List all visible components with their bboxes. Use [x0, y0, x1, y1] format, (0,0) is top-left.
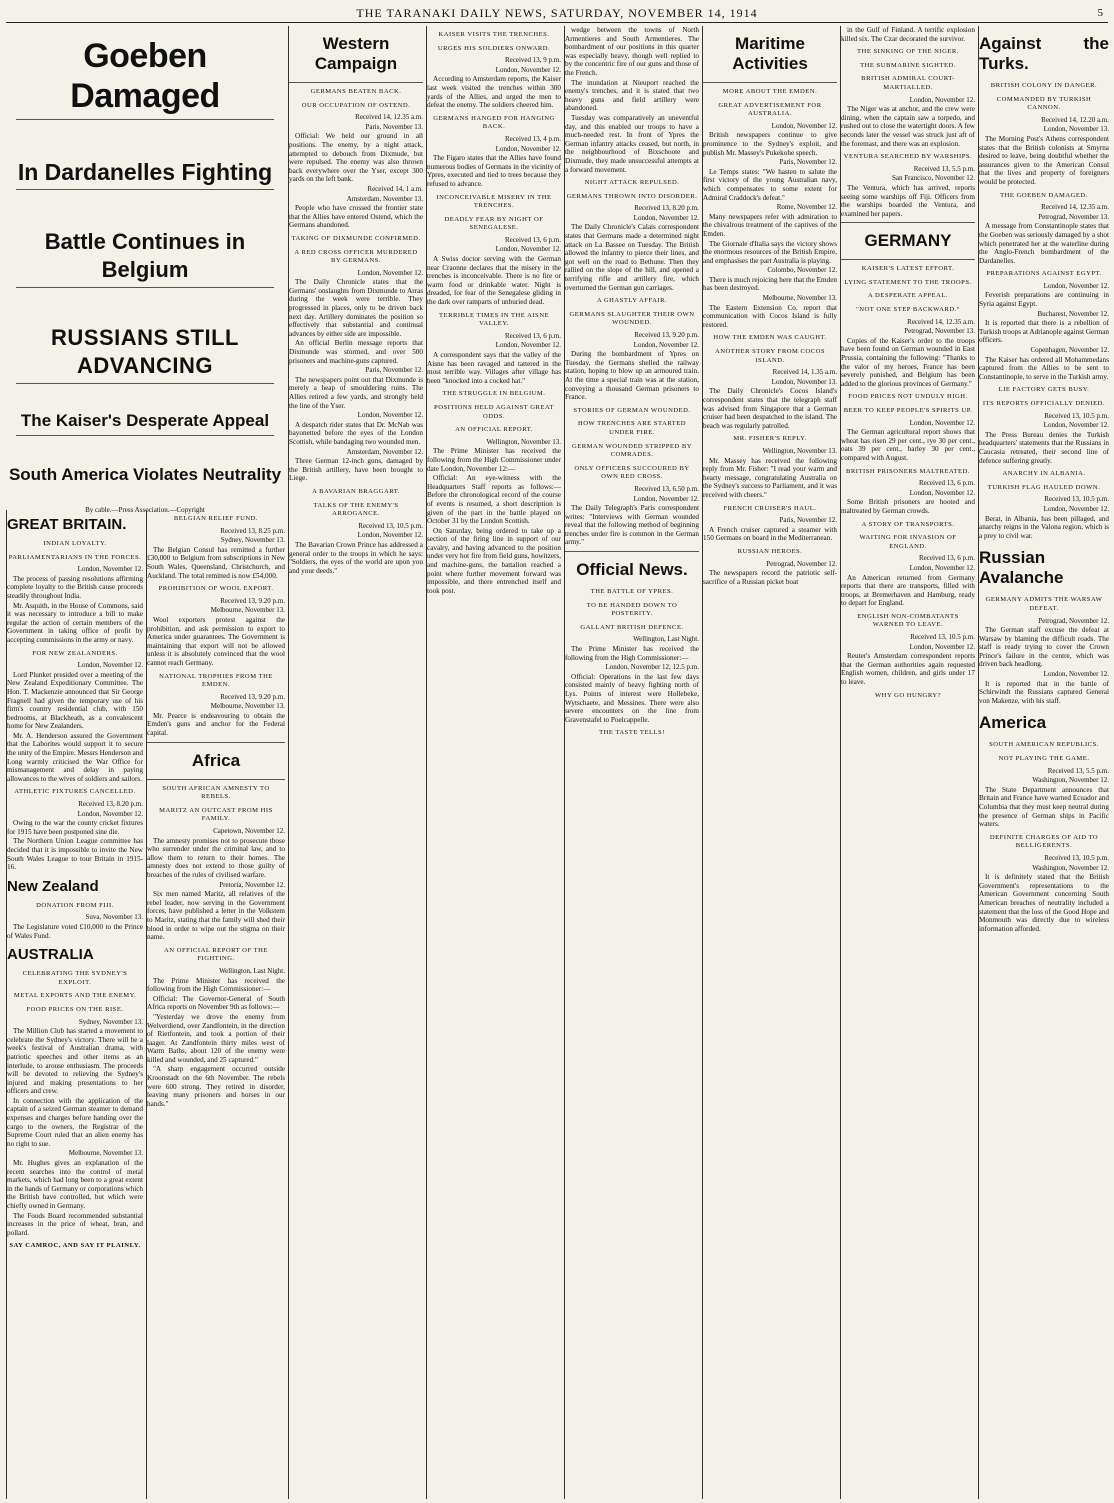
dateline: London, November 12. [77, 661, 143, 670]
dateline: Washington, November 12. [1032, 863, 1109, 872]
paragraph: On Saturday, being ordered to take up a section of the firing line in support of our cavalry, and having advanced to the position under very hot fire from field guns, howitzers, and machine-guns, the battalion reached a point where further movement forward was impossible, and there entrenched itself and took post. [427, 526, 561, 595]
section-official-news: Official News. [576, 560, 688, 580]
paragraph: The Daily Chronicle states that the Germans' onslaughts from Dixmunde to Arras during the week were terrible. They progressed in places, only to be driven back next day. Artillery dominates the position so effectively that substantial and continual advances by either side are impossible. [289, 278, 423, 338]
subhead: METAL EXPORTS AND THE ENEMY. [13, 992, 137, 1000]
subhead: ONLY OFFICERS SUCCOURED BY OWN RED CROSS. [574, 464, 690, 481]
paragraph: A message from Constantinople states that the Goeben was seriously damaged by a shot which penetrated her at the waterline during the Anglo-French bombardment of the Dardanelles. [979, 222, 1109, 265]
subhead: THE GOEBEN DAMAGED. [1000, 191, 1088, 199]
dateline: London, November 12. [771, 121, 837, 130]
dateline: Paris, November 12. [365, 366, 423, 375]
dateline: Wellington, Last Night. [219, 966, 285, 975]
paragraph: The Daily Telegraph's Paris correspondent writes: "Interviews with German wounded reveal that the following method of beginning trenches under fire is common in the German army." [565, 504, 699, 547]
subhead: COMMANDED BY TURKISH CANNON. [996, 95, 1092, 112]
paragraph: The Northern Union League committee has decided that it is impossible to invite the New South Wales League to tour Britain in 1915-16. [7, 837, 143, 872]
dateline: Amsterdam, November 13. [346, 194, 423, 203]
dateline: Received 13, 8.20 p.m. [78, 800, 143, 809]
subhead: GERMAN WOUNDED STRIPPED BY COMRADES. [571, 442, 693, 459]
subhead: GREAT ADVERTISEMENT FOR AUSTRALIA. [718, 101, 822, 118]
dateline: Suva, November 13. [85, 913, 143, 922]
subhead: A GHASTLY AFFAIR. [596, 297, 668, 305]
subhead: SOUTH AMERICAN REPUBLICS. [989, 741, 1099, 749]
paragraph: in the Gulf of Finland. A terrific explosion killed six. The Czar decorated the survivor. [841, 26, 975, 43]
subhead: URGES HIS SOLDIERS ONWARD. [437, 44, 551, 52]
subhead: FOOD PRICES ON THE RISE. [26, 1005, 124, 1013]
dateline: London, November 12. [1043, 670, 1109, 679]
paragraph: Mr. Asquith, in the House of Commons, said it was necessary to introduce a bill to make regular the action of certain members of the Government in taking office of profit by accepting commissions in the army or navy. [7, 601, 143, 644]
dateline: Washington, November 12. [1032, 776, 1109, 785]
paragraph: The Belgian Consul has remitted a further £30,000 to Belgium from subscriptions in New South Wales, Queensland, Christchurch, and Auckland. The total remitted is now £54,000. [147, 545, 285, 580]
dateline: Received 13, 8.20 p.m. [634, 204, 699, 213]
dateline: Petrograd, November 12. [1038, 616, 1109, 625]
paragraph: Reuter's Amsterdam correspondent reports that the German authorities again requested English women, children, and girls under 17 to leave. [841, 652, 975, 687]
paragraph: A French cruiser captured a steamer with 150 Germans on board in the Mediterranean. [703, 525, 837, 543]
paragraph: Mr. Hughes gives an explanation of the recent searches into the control of metal markets, which had long been to a great extent in the hands of Germany or corporations which the British have controlled, but which were chiefly owned in Germany. [7, 1159, 143, 1210]
column-4 [426, 26, 561, 1499]
paragraph: British newspapers continue to give prominence to the Sydney's exploit, and publish Mr. Massey's Pukekohe speech. [703, 131, 837, 157]
subhead: VENTURA SEARCHED BY WARSHIPS. [843, 153, 973, 161]
section-great-britain: GREAT BRITAIN. [7, 516, 127, 533]
paragraph: In connection with the application of the captain of a seized German steamer to demand expenses and charges before handing over the cargo to the owners, the Registrar of the Supreme Court ruled that an alien enemy has no right to sue. [7, 1096, 143, 1148]
byline: By cable.—Press Association.—Copyright [85, 506, 205, 514]
subhead: A DESPERATE APPEAL. [867, 292, 949, 300]
subhead: STORIES OF GERMAN WOUNDED. [573, 406, 691, 414]
headline-dardanelles: In Dardanelles Fighting [17, 159, 273, 185]
dateline: Received 13, 4 p.m. [505, 134, 561, 143]
subhead: THE TASTE TELLS! [599, 729, 665, 737]
subhead: BRITISH ADMIRAL COURT-MARTIALLED. [861, 75, 955, 91]
dateline: Received 13, 5.5 p.m. [913, 164, 975, 173]
subhead: KAISER'S LATEST EFFORT. [861, 265, 955, 273]
subhead: GALLANT BRITISH DEFENCE. [580, 623, 684, 631]
headline-belgium: Battle Continues in Belgium [44, 229, 246, 282]
paragraph: The Bavarian Crown Prince has addressed a general order to the troops in which he says: "Soldiers, the eyes of the world are upon you and your deeds." [289, 540, 423, 575]
dateline: London, November 12. [909, 95, 975, 104]
subhead: AN OFFICIAL REPORT OF THE FIGHTING. [164, 946, 268, 963]
subhead: TAKING OF DIXMUNDE CONFIRMED. [291, 234, 421, 242]
section-new-zealand: New Zealand [7, 877, 99, 895]
paragraph: People who have crossed the frontier state that the Allies have entered Ostend, which the Germans abandoned. [289, 204, 423, 230]
section-maritime: Maritime Activities [732, 34, 808, 73]
subhead: MARITZ AN OUTCAST FROM HIS FAMILY. [159, 806, 273, 823]
subhead: HOW TRENCHES ARE STARTED UNDER FIRE. [577, 420, 687, 436]
column-5 [564, 26, 699, 1499]
paragraph: Three German 12-inch guns, damaged by the British artillery, have been brought to Liege. [289, 457, 423, 483]
dateline: London, November 12. [1043, 421, 1109, 430]
subhead: BRITISH PRISONERS MALTREATED. [846, 467, 970, 475]
dateline: Received 14, 12.20 a.m. [1041, 115, 1109, 124]
dateline: Melbourne, November 13. [210, 702, 285, 711]
subhead: NIGHT ATTACK REPULSED. [584, 179, 680, 187]
dateline: Sydney, November 13. [220, 536, 285, 545]
dateline: Melbourne, November 13. [210, 606, 285, 615]
subhead: THE SUBMARINE SIGHTED. [860, 61, 956, 69]
headline-south-america: South America Violates Neutrality [8, 465, 282, 484]
column-3 [288, 26, 423, 1499]
paragraph: The Legislature voted £10,000 to the Prince of Wales Fund. [7, 922, 143, 940]
paragraph: The Kaiser has ordered all Mohammedans captured from the Allies to be sent to Constantinople, to serve in the Turkish army. [979, 355, 1109, 381]
subhead: TURKISH FLAG HAULED DOWN. [987, 483, 1101, 491]
paragraph: Official: Operations in the last few days consisted mainly of heavy fighting north of Lys. Points of interest were Hollebeke, Wytschaete, and Messines. There were also severe encounters on the line from Gravenstafel to Poelcappelle. [565, 672, 699, 724]
dateline: Pretoria, November 12. [219, 880, 285, 889]
dateline: London, November 12. [495, 65, 561, 74]
dateline: Petrograd, November 13. [1038, 212, 1109, 221]
subhead: GERMANY ADMITS THE WARSAW DEFEAT. [985, 596, 1103, 612]
subhead: KAISER VISITS THE TRENCHES. [438, 31, 550, 38]
paragraph: The Million Club has started a movement to celebrate the Sydney's victory. There will be a week's festival of Australian drama, with patriotic speeches and other items as an interlude, to arouse enthusiasm. The proceeds will be devoted to relieving the Sydney's injured and making presentations to her officers and crew. [7, 1027, 143, 1096]
paragraph: Six men named Maritz, all relatives of the rebel leader, now serving in the Government forces, have published a letter in the Volkstem to Maritz, stating that the family will shed their blood in order to wipe out the stigma on their name. [147, 890, 285, 942]
dateline: Paris, November 12. [779, 158, 837, 167]
paragraph: Le Temps states: "We hasten to salute the first victory of the young Australian navy, which compensates to some extent for Admiral Craddock's defeat." [703, 167, 837, 202]
paragraph: During the bombardment of Ypres on Tuesday, the Germans shelled the railway station, hoping to blow up an armoured train. At the time a special train was at the station, conveying a thousand German prisoners to France. [565, 350, 699, 402]
subhead: DONATION FROM FIJI. [36, 901, 114, 909]
paragraph: It is reported that in the battle of Schirwindt the Russians captured General von Makenze, with his staff. [979, 679, 1109, 705]
paragraph: The German staff excuse the defeat at Warsaw by blaming the difficult roads. The staff is ready trying to cover the Crown Prince's failure in the centre, which was driven back headlong. [979, 626, 1109, 669]
dateline: Received 13, 8.25 p.m. [220, 526, 285, 535]
dateline: Received 14, 12.35 a.m. [907, 317, 975, 326]
paragraph: Wool exporters protest against the prohibition, and ask permission to export to America under guarantees. The Government is maintaining that export will not be allowed unless it is absolutely convinced that the wool cannot reach Germany. [147, 615, 285, 667]
subhead: WAITING FOR INVASION OF ENGLAND. [859, 534, 957, 550]
dateline: Paris, November 13. [365, 122, 423, 131]
dateline: Sydney, November 13. [78, 1017, 143, 1026]
dateline: London, November 12. [909, 642, 975, 651]
dateline: Wellington, November 13. [486, 437, 561, 446]
paragraph: Owing to the war the county cricket fixtures for 1915 have been postponed sine die. [7, 819, 143, 836]
paragraph: Mr. A. Henderson assured the Government that the Laborites would support it to secure the unity of the Empire. Messrs Henderson and Long warmly criticised the War Office for mismanagement and delay in paying allowances to the wives of soldiers and sailors. [7, 731, 143, 783]
paragraph: Many newspapers refer with admiration to the chivalrous treatment of the captives of the Emden. [703, 212, 837, 238]
dateline: London, November 12. [1043, 504, 1109, 513]
paragraph: The Prime Minister has received the following from the High Commissioner:— [565, 645, 699, 662]
dateline: Received 13, 6 p.m. [919, 554, 975, 563]
subhead: FOOD PRICES NOT UNDULY HIGH. [848, 393, 968, 401]
subhead: A RED CROSS OFFICER MURDERED BY GERMANS. [294, 248, 418, 265]
page-number: 5 [1097, 7, 1104, 19]
subhead: ENGLISH NON-COMBATANTS WARNED TO LEAVE. [857, 612, 959, 629]
column-2 [146, 510, 285, 1499]
subhead: PARLIAMENTARIANS IN THE FORCES. [8, 553, 142, 561]
subhead: MR. FISHER'S REPLY. [733, 435, 807, 443]
dateline: Rome, November 12. [776, 203, 837, 212]
subhead: INDIAN LOYALTY. [43, 540, 107, 547]
headline-kaiser: The Kaiser's Desperate Appeal [20, 411, 270, 430]
paragraph: The Daily Chronicle's Cocos Island's correspondent states that the telegraph staff was advised from Singapore that a German cruiser had been despatched to the island. The beach was regularly patrolled. [703, 387, 837, 430]
paragraph: Mr. Pearce is endeavouring to obtain the Emden's guns and anchor for the Federal capital. [147, 711, 285, 738]
paragraph: According to Amsterdam reports, the Kaiser last week visited the trenches within 300 yards of the Allies, and urged the men to defeat the enemy. The soldiers cheered him. [427, 75, 561, 110]
dateline: London, November 12. [909, 418, 975, 427]
subhead: ITS REPORTS OFFICIALLY DENIED. [982, 400, 1106, 407]
subhead: INCONCEIVABLE MISERY IN THE TRENCHES. [436, 193, 552, 210]
dateline: London, November 12. [633, 213, 699, 222]
paragraph: Official: An eye-witness with the Headquarters Staff reports as follows:— Before the chronological record of the course of events is resumed, a short description is given of the part in the battle played on October 31 by the London Scottish. [427, 474, 561, 526]
subhead: PROHIBITION OF WOOL EXPORT. [158, 585, 274, 593]
paragraph: Berat, in Albania, has been pillaged, and anarchy reigns in the Valona region, which is a prey to civil war. [979, 514, 1109, 540]
dateline: London, November 12. [1043, 281, 1109, 290]
dateline: Received 13, 9.20 p.m. [220, 692, 285, 701]
paragraph: The Ventura, which has arrived, reports seeing some warships off Fiji. Officers from the warships boarded the Ventura, and examined her papers. [841, 183, 975, 218]
dateline: London, November 12. [495, 245, 561, 254]
dateline: London, November 12. [495, 341, 561, 350]
dateline: London, November 12. [77, 565, 143, 574]
subhead: ANOTHER STORY FROM COCOS ISLAND. [714, 348, 825, 364]
dateline: Paris, November 12. [779, 516, 837, 525]
subhead: LIE FACTORY GETS BUSY. [998, 386, 1090, 394]
dateline: Received 13, 6 p.m. [505, 235, 561, 244]
dateline: London, November 12. [357, 531, 423, 540]
paragraph: Mr. Massey has received the following reply from Mr. Fisher: "I read your warm and hearty message, congratulating Australia on the Sydney's success to Parliament, and it was received with cheers." [703, 456, 837, 499]
paragraph: Official: The Governor-General of South Africa reports on November 9th as follows:— [147, 994, 285, 1012]
subhead: RUSSIAN HEROES. [737, 547, 803, 555]
paragraph: "Yesterday we drove the enemy from Welverdiend, over Zandfontein, in the direction of Rietfontein, and took a portion of their laager. At Zandfontein thirty miles west of Warm Baths, about 120 of the enemy were killed and wounded, and 25 captured." [147, 1012, 285, 1064]
paragraph: The newspapers record the patriotic self-sacrifice of a Russian picket boat [703, 569, 837, 586]
dateline: Received 13, 10.5 p.m. [1044, 853, 1109, 862]
subhead: TERRIBLE TIMES IN THE AISNE VALLEY. [439, 311, 549, 328]
subhead: FOR NEW ZEALANDERS. [32, 649, 118, 657]
paragraph: A Swiss doctor serving with the German near Craonne declares that the misery in the trenches is inconceivable. There is no fire or warm food or drinkable water. Night is dreaded, for fear of the Senegalese gliding in the dark over ramparts of unburied dead. [427, 255, 561, 307]
paragraph: The Prime Minister has received the following from the High Commissioner:— [147, 976, 285, 994]
paragraph: "A sharp engagement occurred outside Kroonstadt on the 6th November. The rebels were 600 strong. They retired in disorder, leaving many prisoners and horses in our hands." [147, 1065, 285, 1108]
subhead: PREPARATIONS AGAINST EGYPT. [986, 270, 1102, 278]
paragraph: The State Department announces that Britain and France have warned Ecuador and Columbia that they must keep neutral during the presence of German ships in Pacific waters. [979, 785, 1109, 829]
advertisement: SAY CAMROC, AND SAY IT PLAINLY. [9, 1242, 141, 1250]
dateline: Received 13, 6 p.m. [505, 331, 561, 340]
subhead: CELEBRATING THE SYDNEY'S EXPLOIT. [22, 970, 128, 986]
paragraph: The Press Bureau denies the Turkish headquarters' statements that the Russians in Caucasia retreated, their second line of defence suffering greatly. [979, 430, 1109, 465]
subhead: FRENCH CRUISER'S HAUL. [723, 504, 817, 512]
dateline: London, November 12. [909, 563, 975, 572]
section-western-campaign: Western Campaign [314, 34, 398, 73]
subhead: HOW THE EMDEN WAS CAUGHT. [713, 334, 827, 342]
paragraph: A despatch rider states that Dr. McNab was bayonetted before the eyes of the London Scottish, while bandaging two wounded men. [289, 420, 423, 446]
dateline: Melbourne, November 13. [762, 294, 837, 303]
subhead: BEER TO KEEP PEOPLE'S SPIRITS UP. [843, 407, 973, 414]
headline-russians: RUSSIANS STILL ADVANCING [51, 325, 239, 378]
dateline: Amsterdam, November 12. [346, 447, 423, 456]
section-russian-avalanche: Russian Avalanche [979, 548, 1064, 588]
subhead: GERMANS HANGED FOR HANGING BACK. [433, 114, 555, 131]
dateline: London, November 12. [357, 268, 423, 277]
paragraph: Copies of the Kaiser's order to the troops have been found on German wounded in East Prussia, containing the following: "Thanks to the valor of my heroes, France has been severely punished, and Belgium has been added to the glorious provinces of Germany." [841, 336, 975, 388]
paragraph: Tuesday was comparatively an uneventful day, and this enabled our troops to have a much-needed rest. In front of Ypres the German infantry attacks ceased, but north, in the neighbourhood of Bixschoote and Dixmude, they made unsuccessful attempts at a forward movement. [565, 113, 699, 174]
dateline: Received 13, 9 p.m. [505, 56, 561, 65]
dateline: Received 13, 10.5 p.m. [910, 633, 975, 642]
subhead: ATHLETIC FIXTURES CANCELLED. [14, 788, 136, 796]
subhead: "NOT ONE STEP BACKWARD." [856, 306, 960, 314]
subhead: POSITIONS HELD AGAINST GREAT ODDS. [434, 403, 554, 420]
dateline: Received 13, 10.5 p.m. [1044, 411, 1109, 420]
paragraph: There is much rejoicing here that the Emden has been destroyed. [703, 275, 837, 293]
subhead: MORE ABOUT THE EMDEN. [722, 88, 818, 95]
subhead: THE BATTLE OF YPRES. [590, 588, 674, 596]
column-6 [702, 26, 837, 1499]
dateline: Received 13, 10.5 p.m. [358, 521, 423, 530]
dateline: London, November 12. [77, 809, 143, 818]
paragraph: Some British prisoners are hooted and maltreated by German crowds. [841, 498, 975, 515]
paragraph: It is definitely stated that the British Government's representations to the American Government concerning South American breaches of neutrality included a statement that the loss of the Good Hope and Monmouth was directly due to wireless information afforded. [979, 873, 1109, 933]
paragraph: The inundation at Nieuport reached the enemy's trenches, and it is stated that two heavy guns and field artillery were abandoned. [565, 78, 699, 113]
paragraph: The Prime Minister has received the following from the High Commissioner under date London, November 12:— [427, 447, 561, 473]
paragraph: Feverish preparations are continuing in Syria against Egypt. [979, 291, 1109, 309]
dateline: Received 13, 9.20 p.m. [220, 596, 285, 605]
dateline: Colombo, November 12. [767, 266, 837, 275]
paragraph: An American returned from Germany reports that there are transports, filled with troops, at Bremerhaven and Hamburg, ready to depart for England. [841, 573, 975, 608]
subhead: A STORY OF TRANSPORTS. [861, 520, 955, 528]
main-headline: Goeben Damaged [70, 37, 220, 115]
paragraph: wedge between the towns of North Armentieres and South Armentieres. The bombardment of our positions in this quarter was especially heavy, though well replied to by the concentric fire of our guns and those of the French. [565, 26, 699, 77]
subhead: LYING STATEMENT TO THE TROOPS. [844, 278, 972, 286]
subhead: WHY GO HUNGRY? [874, 691, 942, 699]
subhead: SOUTH AFRICAN AMNESTY TO REBELS. [162, 784, 270, 801]
paragraph: The Eastern Extension Co. report that communication with Cocos Island is fully restored. [703, 303, 837, 329]
subhead: ANARCHY IN ALBANIA. [1002, 470, 1086, 478]
subhead: BRITISH COLONY IN DANGER. [990, 82, 1098, 89]
dateline: London, November 12. [495, 144, 561, 153]
subhead: TALKS OF THE ENEMY'S ARROGANCE. [313, 501, 399, 518]
dateline: Capetown, November 12. [213, 827, 285, 836]
dateline: London, November 12. [357, 411, 423, 420]
column-7 [840, 26, 975, 1499]
dateline: London, November 12. [633, 340, 699, 349]
dateline: Petrograd, November 12. [766, 559, 837, 568]
subhead: NATIONAL TROPHIES FROM THE EMDEN. [159, 672, 273, 689]
subhead: GERMANS BEATEN BACK. [310, 88, 402, 95]
dateline: Received 14, 12.35 a.m. [355, 113, 423, 122]
dateline: Wellington, Last Night. [633, 635, 699, 644]
paragraph: The German agricultural report shows that wheat has risen 29 per cent., rye 30 per cent., oats 39 per cent., barley 30 per cent., compared with August. [841, 428, 975, 462]
subhead: DEFINITE CHARGES OF AID TO BELLIGERENTS. [989, 833, 1099, 850]
dateline: Received 13, 9.20 p.m. [634, 331, 699, 339]
column-1 [6, 510, 143, 1499]
paragraph: Lord Plunket presided over a meeting of the New Zealand Expeditionary Committee. The Hon. T. Mackenzie announced that Sir George Fragnell had given the temporary use of his firm's country residential club, with 150 bedrooms, at Blackheath, as a convalescent home for New Zealanders. [7, 670, 143, 731]
dateline: Received 13, 6.50 p.m. [634, 484, 699, 493]
paragraph: The newspapers point out that Dixmunde is merely a heap of smouldering ruins. The Allies retired a few yards, and strongly held the line of the Yser. [289, 375, 423, 410]
subhead: GERMANS THROWN INTO DISORDER. [566, 192, 698, 200]
paragraph: It is reported that there is a rebellion of Turkish troops at Adrianople against German officers. [979, 319, 1109, 345]
subhead: OUR OCCUPATION OF OSTEND. [301, 101, 411, 109]
dateline: Received 13, 10.5 p.m. [1044, 495, 1109, 504]
paragraph: An official Berlin message reports that Dixmunde was stormed, and over 500 prisoners and machine-guns captured. [289, 339, 423, 365]
subhead: BELGIAN RELIEF FUND. [173, 515, 259, 522]
paragraph: The Giornale d'Italia says the victory shows the enormous resources of the British Empire, and emphasises the part Australia is playing. [703, 239, 837, 265]
paragraph: The Niger was at anchor, and the crew were dining, when the captain saw a torpedo, and rushed out to close the watertight doors. A few seconds later the vessel was struck just aft of the foremast, and there was an explosion. [841, 105, 975, 148]
front-headlines [6, 26, 284, 514]
dateline: London, November 12. [633, 494, 699, 503]
dateline: London, November 12, 12.5 p.m. [605, 663, 699, 672]
dateline: Received 14, 12.35 a.m. [1041, 203, 1109, 212]
dateline: Received 13, 6 p.m. [919, 479, 975, 488]
subhead: A BAVARIAN BRAGGART. [312, 487, 400, 495]
subhead: GERMANS SLAUGHTER THEIR OWN WOUNDED. [569, 310, 695, 327]
dateline: Received 14, 1.35 a.m. [772, 368, 837, 377]
paragraph: The amnesty promises not to prosecute those who surrender under the criminal law, and to allow them to return to their homes. The amnesty does not extend to those guilty of breaches of the rules of civilised warfare. [147, 836, 285, 879]
dateline: Wellington, November 13. [762, 446, 837, 455]
column-8 [978, 26, 1109, 1499]
paragraph: A correspondent says that the valley of the Aisne has been ravaged and tattered in the most terrible way. Villages after village has been "knocked into a cocked hat." [427, 351, 561, 385]
dateline: Received 14, 1 a.m. [367, 184, 423, 193]
paragraph: The Daily Chronicle's Calais correspondent states that Germans made a determined night attack on La Bassee on Tuesday. The British allowed the infantry to pierce their lines, and got well on the road to Bethune. Then they rallied on the slope of the hill, and opened a terrifying rifle and artillery fire, which overturned the German gun carriages. [565, 223, 699, 292]
paragraph: The Figaro states that the Allies have found numerous bodies of Germans in the vicinity of Ypres, executed and tied to trees because they refused to advance. [427, 154, 561, 188]
dateline: Received 13, 5.5 p.m. [1047, 766, 1109, 775]
paragraph: The Foods Board recommended substantial increases in the price of wheat, bran, and pollard. [7, 1211, 143, 1237]
section-against-turks: Against the Turks. [979, 34, 1109, 73]
section-africa: Africa [191, 750, 241, 770]
paragraph: Official: We held our ground in all positions. The enemy, by a night attack, attempted to debouch from Dixmude, but were repulsed. The enemy was also thrown back everywhere over the Yser, except 300 yards on the left bank. [289, 132, 423, 184]
paragraph: The process of passing resolutions affirming complete loyalty to the British cause proceeds steadily throughout India. [7, 574, 143, 600]
dateline: London, November 13. [1043, 125, 1109, 134]
section-germany: GERMANY [864, 231, 952, 251]
subhead: TO BE HANDED DOWN TO POSTERITY. [586, 601, 678, 618]
masthead [6, 4, 1108, 23]
masthead-title: THE TARANAKI DAILY NEWS, SATURDAY, NOVEMBER 14, 1914 [356, 6, 758, 20]
subhead: THE STRUGGLE IN BELGIUM. [442, 390, 546, 398]
subhead: DEADLY FEAR BY NIGHT OF SENEGALESE. [444, 215, 544, 232]
subhead: THE SINKING OF THE NIGER. [857, 48, 959, 56]
dateline: Melbourne, November 13. [68, 1149, 143, 1158]
dateline: Bucharest, November 12. [1037, 309, 1109, 318]
subhead: AN OFFICIAL REPORT. [455, 426, 533, 434]
section-america: America [979, 713, 1047, 733]
paragraph: The Morning Post's Athens correspondent states that the British colonists at Smyrna desired to leave, being doubtful whether the assurances given to the American Consul that the lives and property of foreigners would be protected. [979, 134, 1109, 186]
section-australia: AUSTRALIA [7, 946, 94, 964]
dateline: San Francisco, November 12. [891, 174, 975, 183]
dateline: Petrograd, November 13. [904, 327, 975, 336]
dateline: Copenhagen, November 12. [1030, 346, 1109, 355]
subhead: NOT PLAYING THE GAME. [998, 755, 1090, 763]
dateline: London, November 12. [909, 488, 975, 497]
dateline: London, November 13. [771, 377, 837, 386]
